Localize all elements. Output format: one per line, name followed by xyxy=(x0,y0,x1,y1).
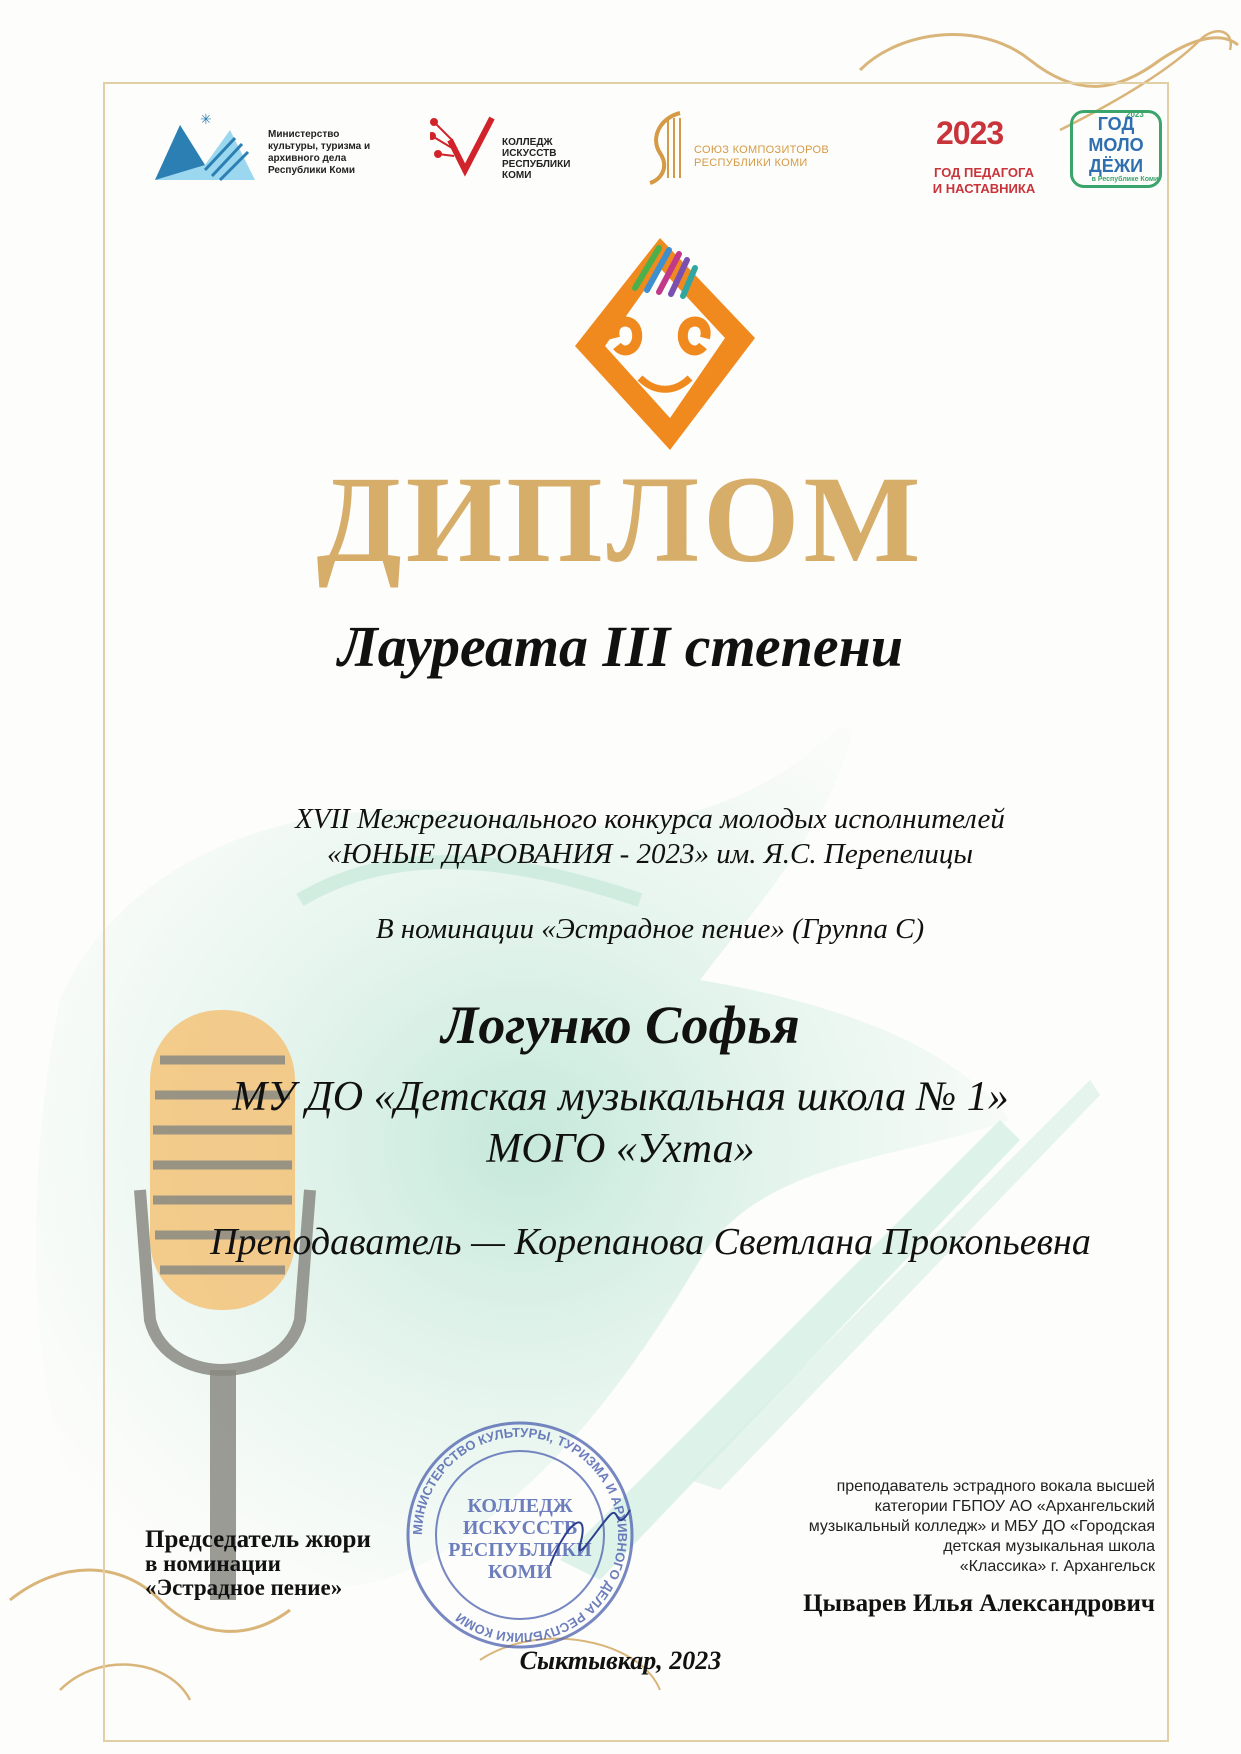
teacher: Преподаватель — Корепанова Светлана Прокопьевна xyxy=(210,1221,1091,1263)
jury-chair-line3: «Эстрадное пение» xyxy=(145,1575,343,1600)
college-label: КОЛЛЕДЖ ИСКУССТВ РЕСПУБЛИКИ КОМИ xyxy=(502,137,571,181)
composers-logo xyxy=(640,108,700,188)
flourish-top-right xyxy=(860,35,1238,87)
pedagogue-year: 2023 xyxy=(936,115,1004,151)
svg-text:✳: ✳ xyxy=(200,112,212,128)
contest-name-line2: «ЮНЫЕ ДАРОВАНИЯ - 2023» им. Я.С. Перепелицы xyxy=(326,838,974,870)
youth-sub-label: в Республике Коми xyxy=(1091,176,1159,183)
jury-chair-line2: в номинации xyxy=(145,1551,281,1576)
school-line2: МОГО «Ухта» xyxy=(486,1126,755,1172)
laureate-name: Логунко Софья xyxy=(441,995,800,1055)
jury-info-line: детская музыкальная школа xyxy=(943,1538,1155,1555)
jury-info-line: категории ГБПОУ АО «Архангельский xyxy=(874,1498,1155,1515)
stamp-inner-text: КОЛЛЕДЖ ИСКУССТВ РЕСПУБЛИКИ КОМИ xyxy=(448,1495,592,1583)
jury-chair-title: Председатель жюри xyxy=(145,1526,371,1553)
composers-label: СОЮЗ КОМПОЗИТОРОВ РЕСПУБЛИКИ КОМИ xyxy=(694,144,829,169)
jury-credentials xyxy=(700,1477,1155,1577)
nomination: В номинации «Эстрадное пение» (Группа С) xyxy=(375,913,925,945)
diploma-title: ДИПЛОМ xyxy=(316,451,925,588)
jury-info-line: «Классика» г. Архангельск xyxy=(959,1558,1155,1575)
contest-name-line1: XVII Межрегионального конкурса молодых исполнителей xyxy=(295,803,1005,835)
college-logo xyxy=(430,110,500,180)
jury-info-line: преподаватель эстрадного вокала высшей xyxy=(836,1478,1155,1495)
jury-info-line: музыкальный колледж» и МБУ ДО «Городская xyxy=(808,1518,1155,1535)
pedagogue-label: ГОД ПЕДАГОГА И НАСТАВНИКА xyxy=(932,165,1036,196)
jury-chair-block xyxy=(145,1528,425,1600)
school-line1: МУ ДО «Детская музыкальная школа № 1» xyxy=(232,1074,1009,1120)
college-stamp xyxy=(400,1415,640,1655)
youth-year: 2023 xyxy=(1126,110,1144,119)
ministry-label: Министерство культуры, туризма и архивного дела Республики Коми xyxy=(268,129,371,176)
youth-label: ГОД МОЛО ДЁЖИ xyxy=(1088,114,1144,176)
city-year: Сыктывкар, 2023 xyxy=(519,1646,722,1675)
stamp-outer-text: МИНИСТЕРСТВО КУЛЬТУРЫ, ТУРИЗМА И АРХИВНОГО ДЕЛА РЕСПУБЛИКИ КОМИ xyxy=(409,1424,631,1646)
jury-chair-name: Цыварев Илья Александрович xyxy=(803,1590,1155,1617)
ministry-logo xyxy=(150,110,260,190)
diploma-degree: Лауреата III степени xyxy=(337,614,904,679)
contest-emblem xyxy=(555,228,765,460)
